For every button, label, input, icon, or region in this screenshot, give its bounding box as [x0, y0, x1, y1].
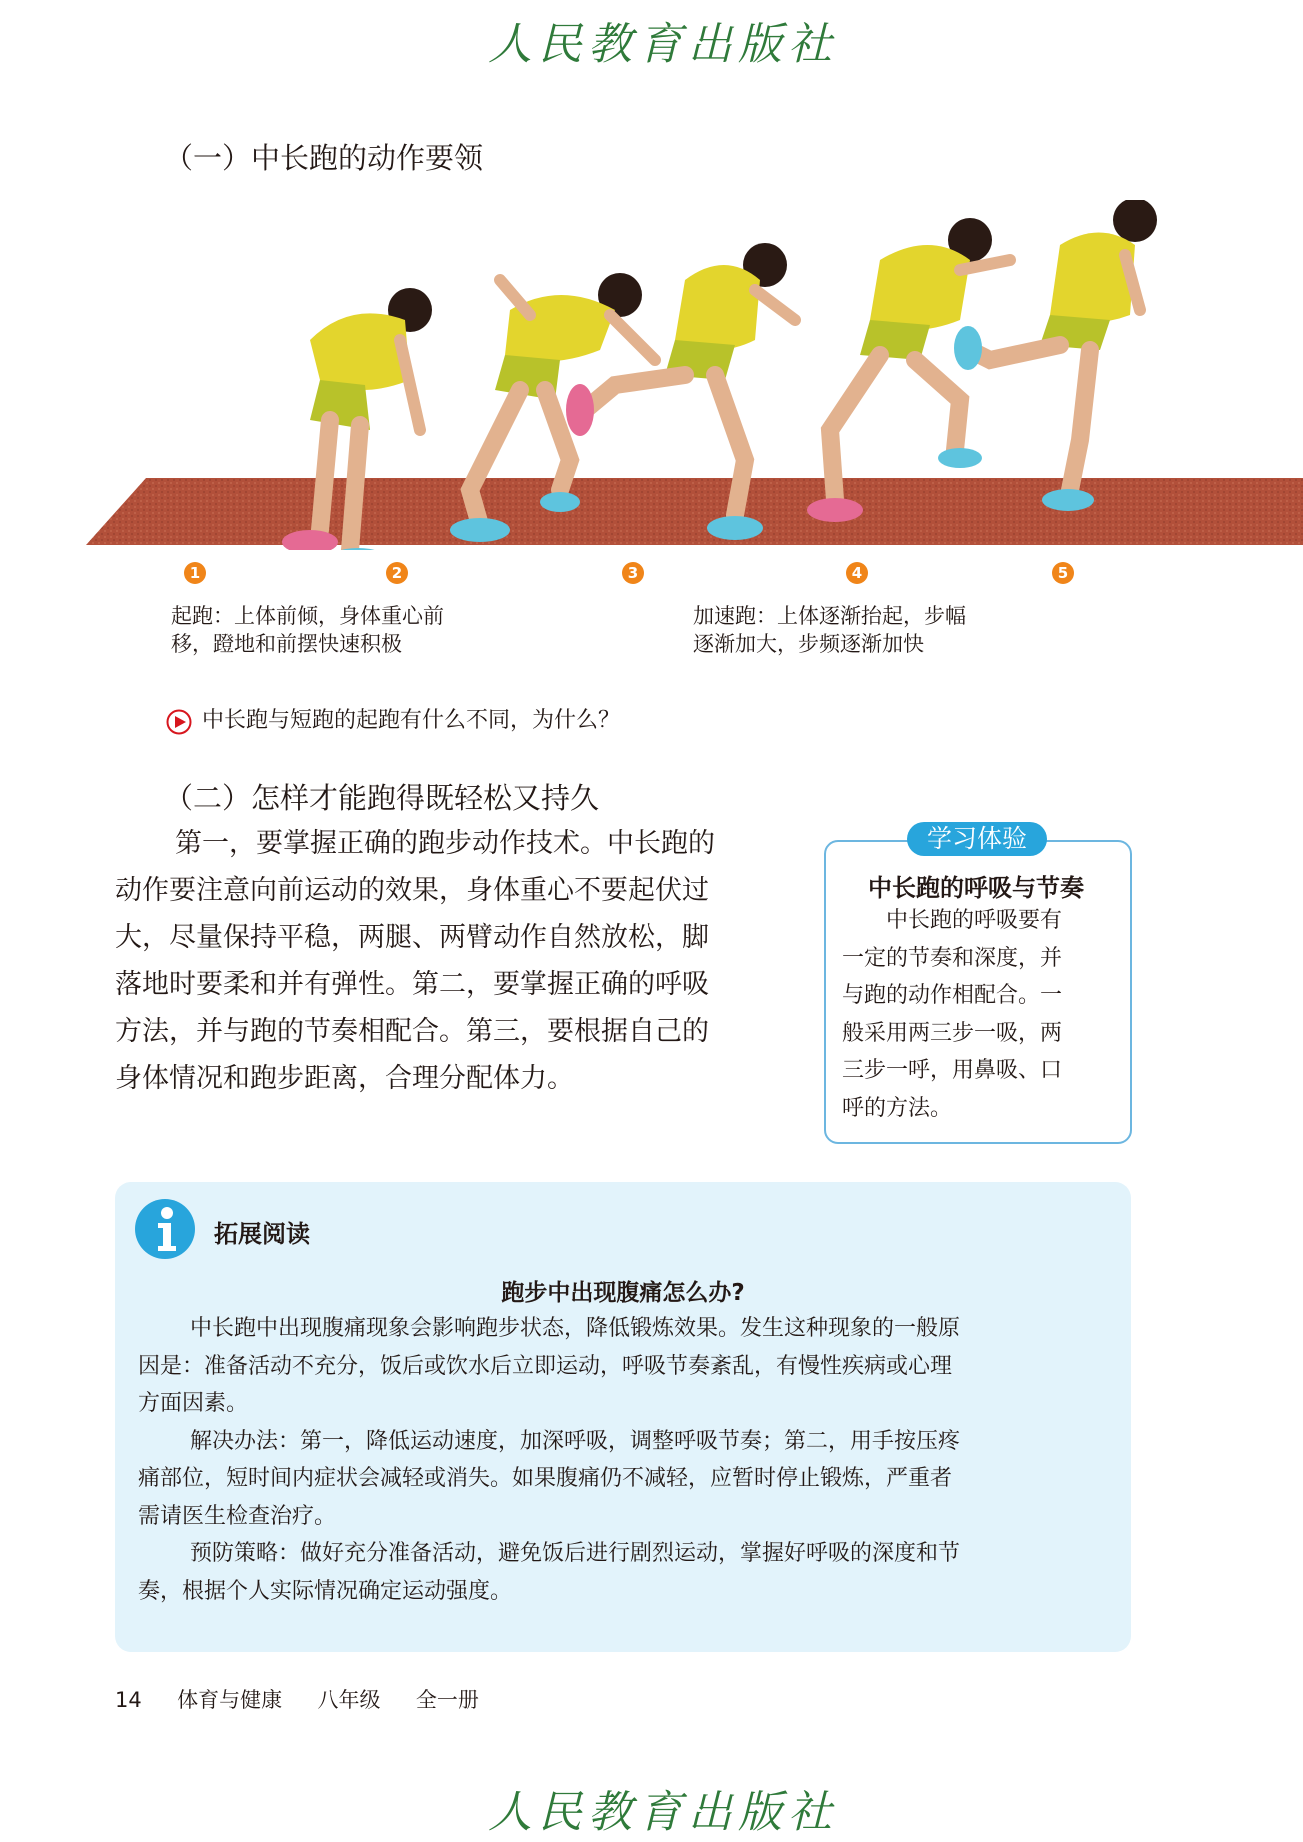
extended-reading-text: 中长跑中出现腹痛现象会影响跑步状态，降低锻炼效果。发生这种现象的一般原 因是：准备活动不充分，饭后或饮水后立即运动，呼吸节奏紊乱，有慢性疾病或心理 方面因素。 解决办法：第一，降低运动速度，加深呼吸，调整呼吸节奏；第二，用手按压疼 痛部位，短时间内症状会减轻或消失。如果腹痛仍不减轻，应暂时停止锻炼，严重者 需请医生检查治疗。 预防策略：做好充分准备活动，避免饭后进行剧烈运动，掌握好呼吸的深度和节 奏，根据个人实际情况确定运动强度。 [138, 1316, 961, 1604]
runner-figure-4 [807, 218, 1010, 522]
step-marker-5: 5 [1052, 562, 1074, 584]
extended-reading-label: 拓展阅读 [214, 1220, 310, 1248]
discussion-question: 中长跑与短跑的起跑有什么不同，为什么？ [202, 708, 621, 733]
step-marker-1: 1 [184, 562, 206, 584]
question-play-icon [166, 709, 192, 735]
step-marker-3: 3 [622, 562, 644, 584]
sidebar-text: 中长跑的呼吸要有 一定的节奏和深度，并 与跑的动作相配合。一 般采用两三步一吸，两 三步一呼，用鼻吸、口 呼的方法。 [842, 908, 1063, 1121]
page-number: 14 [115, 1688, 142, 1712]
grade-label: 八年级 [317, 1688, 381, 1712]
publisher-logo-bottom: 人民教育出版社 [488, 1787, 838, 1838]
extended-reading-title: 跑步中出现腹痛怎么办? [501, 1280, 745, 1306]
caption-acceleration: 加速跑：上体逐渐抬起，步幅 逐渐加大，步频逐渐加快 [693, 604, 966, 656]
volume-label: 全一册 [415, 1688, 479, 1712]
page-footer [115, 1684, 479, 1714]
info-icon [134, 1198, 196, 1260]
section2-body: 第一，要掌握正确的跑步动作技术。中长跑的 动作要注意向前运动的效果，身体重心不要起伏过 大，尽量保持平稳，两腿、两臂动作自然放松，脚 落地时要柔和并有弹性。第二，要掌握正确的呼吸 方法，并与跑的节奏相配合。第三，要根据自己的 身体情况和跑步距离，合理分配体力。 [115, 828, 715, 1094]
running-track [86, 478, 1303, 545]
step-marker-2: 2 [386, 562, 408, 584]
sidebar-title: 中长跑的呼吸与节奏 [868, 874, 1084, 902]
book-title: 体育与健康 [177, 1688, 283, 1712]
step-marker-4: 4 [846, 562, 868, 584]
publisher-logo: 人民教育出版社 [488, 19, 838, 70]
learning-experience-tag: 学习体验 [907, 822, 1047, 856]
running-sequence-figure [80, 200, 1303, 550]
caption-start: 起跑：上体前倾，身体重心前 移，蹬地和前摆快速积极 [171, 604, 444, 656]
section-heading-1: （一）中长跑的动作要领 [164, 141, 484, 175]
section-heading-2: （二）怎样才能跑得既轻松又持久 [164, 781, 600, 815]
